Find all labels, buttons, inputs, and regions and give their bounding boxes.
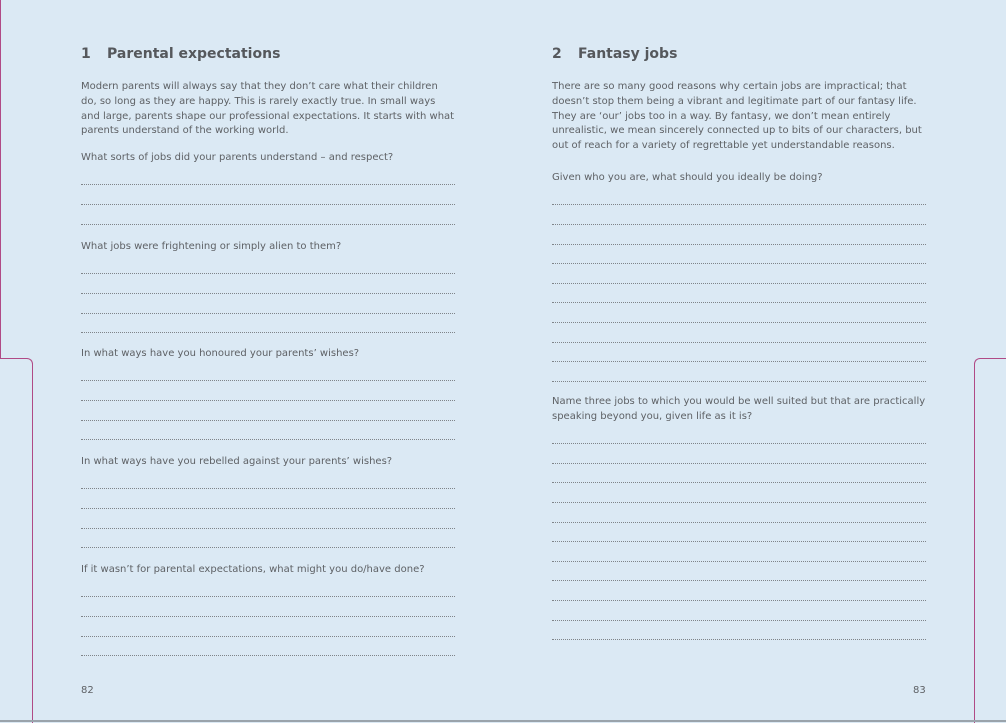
answer-line[interactable] xyxy=(552,483,926,503)
answer-line[interactable] xyxy=(81,294,455,314)
question-text: Name three jobs to which you would be well suited but that are practically speaking beyond you, given life as it is? xyxy=(552,396,926,422)
answer-line[interactable] xyxy=(552,323,926,343)
answer-line[interactable] xyxy=(552,621,926,641)
answer-line[interactable] xyxy=(81,166,455,186)
answer-line[interactable] xyxy=(552,601,926,621)
question-block xyxy=(81,563,455,656)
answer-line[interactable] xyxy=(552,303,926,323)
answer-line[interactable] xyxy=(552,523,926,543)
section-title: Parental expectations xyxy=(107,46,281,62)
answer-line[interactable] xyxy=(81,578,455,598)
page-number-right: 83 xyxy=(913,685,926,696)
answer-line[interactable] xyxy=(81,205,455,225)
left-page-edge xyxy=(0,0,2,359)
intro-paragraph: There are so many good reasons why certain jobs are impractical; that doesn’t stop them being a vibrant and legitimate part of our fantasy life. They are ‘our’ jobs too in a way. By fantasy, we don’t mean entirely unrealistic, we mean sincerely connected up to bits of our characters, but out of reach for a variety of regrettable yet understandable reasons. xyxy=(552,81,922,152)
answer-line[interactable] xyxy=(81,274,455,294)
answer-lines xyxy=(552,186,926,382)
answer-line[interactable] xyxy=(81,529,455,549)
answer-line[interactable] xyxy=(81,470,455,490)
answer-line[interactable] xyxy=(552,425,926,445)
question-block xyxy=(81,240,455,333)
answer-line[interactable] xyxy=(81,421,455,441)
question-block xyxy=(81,151,455,225)
answer-line[interactable] xyxy=(81,381,455,401)
question-block xyxy=(552,171,926,382)
question-text: In what ways have you honoured your parents’ wishes? xyxy=(81,348,360,359)
answer-line[interactable] xyxy=(552,562,926,582)
question-text: In what ways have you rebelled against your parents’ wishes? xyxy=(81,456,393,467)
section-heading xyxy=(81,44,455,64)
answer-line[interactable] xyxy=(552,205,926,225)
answer-line[interactable] xyxy=(81,401,455,421)
right-page xyxy=(552,44,926,154)
answer-lines xyxy=(81,166,455,225)
answer-line[interactable] xyxy=(81,617,455,637)
answer-lines xyxy=(81,362,455,440)
question-text: If it wasn’t for parental expectations, what might you do/have done? xyxy=(81,564,425,575)
question-text: Given who you are, what should you ideally be doing? xyxy=(552,172,823,183)
answer-line[interactable] xyxy=(81,597,455,617)
answer-lines xyxy=(81,255,455,333)
answer-line[interactable] xyxy=(552,245,926,265)
question-text: What jobs were frightening or simply alien to them? xyxy=(81,241,342,252)
answer-line[interactable] xyxy=(81,314,455,334)
answer-line[interactable] xyxy=(552,284,926,304)
answer-lines xyxy=(81,470,455,548)
question-block xyxy=(81,347,455,440)
answer-line[interactable] xyxy=(552,581,926,601)
answer-line[interactable] xyxy=(552,264,926,284)
answer-line[interactable] xyxy=(552,343,926,363)
answer-line[interactable] xyxy=(81,509,455,529)
section-heading xyxy=(552,44,926,64)
right-section-tab xyxy=(974,358,1006,723)
section-number: 2 xyxy=(552,46,562,62)
left-section-tab xyxy=(0,358,33,723)
answer-line[interactable] xyxy=(81,637,455,657)
question-block xyxy=(81,455,455,548)
answer-line[interactable] xyxy=(81,185,455,205)
answer-line[interactable] xyxy=(81,489,455,509)
page-number-left: 82 xyxy=(81,685,94,696)
question-text: What sorts of jobs did your parents understand – and respect? xyxy=(81,152,394,163)
answer-line[interactable] xyxy=(552,362,926,382)
answer-lines xyxy=(81,578,455,656)
answer-line[interactable] xyxy=(552,444,926,464)
answer-line[interactable] xyxy=(81,255,455,275)
intro-paragraph: Modern parents will always say that they don’t care what their children do, so long as they are happy. This is rarely exactly true. In small ways and large, parents shape our professional expectations. It starts with what parents understand of the working world. xyxy=(81,81,455,137)
answer-line[interactable] xyxy=(552,186,926,206)
section-number: 1 xyxy=(81,46,91,62)
left-page xyxy=(81,44,455,139)
answer-line[interactable] xyxy=(552,225,926,245)
answer-line[interactable] xyxy=(81,362,455,382)
answer-line[interactable] xyxy=(552,542,926,562)
question-block xyxy=(552,395,926,640)
answer-line[interactable] xyxy=(552,464,926,484)
answer-line[interactable] xyxy=(552,503,926,523)
section-title: Fantasy jobs xyxy=(578,46,678,62)
answer-lines xyxy=(552,425,926,641)
